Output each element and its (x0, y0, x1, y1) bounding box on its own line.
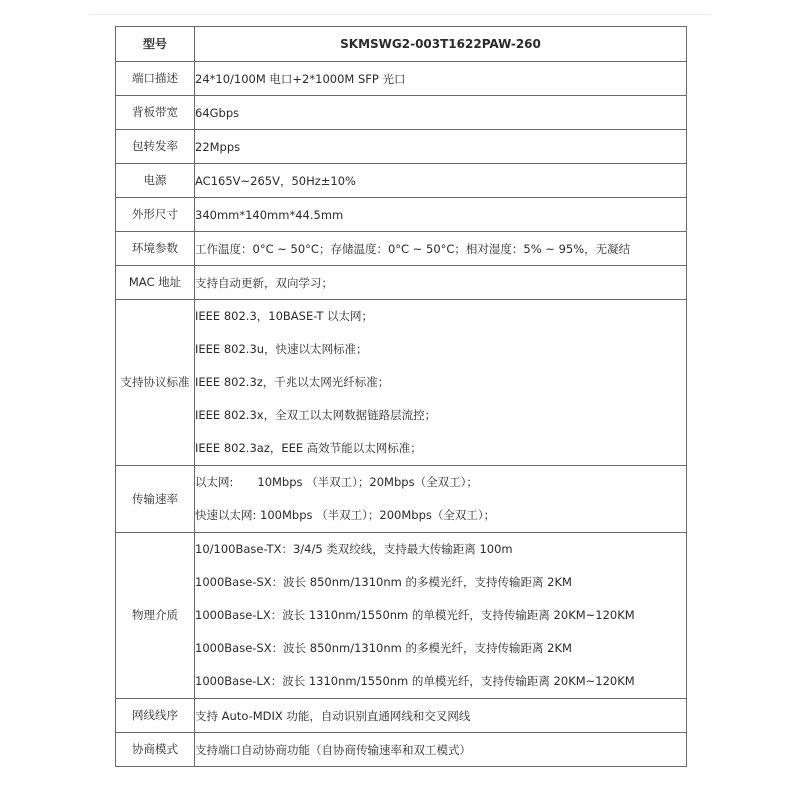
header-label: 型号 (116, 27, 195, 62)
row-label: 物理介质 (116, 533, 195, 699)
row-value: 24*10/100M 电口+2*1000M SFP 光口 (195, 62, 687, 96)
speed-rate: 10Mbps （半双工）；20Mbps（全双工）； (257, 475, 478, 489)
row-value-list (195, 300, 687, 466)
speed-line (195, 499, 686, 532)
table-row (116, 198, 687, 232)
table-row-speed (116, 466, 687, 533)
media-line: 1000Base-SX：波长 850nm/1310nm 的多模光纤，支持传输距离 2KM (195, 641, 572, 655)
header-model-value: SKMSWG2-003T1622PAW-260 (195, 27, 687, 62)
table-row-media (116, 533, 687, 699)
row-value: 340mm*140mm*44.5mm (195, 198, 687, 232)
row-label: 网线线序 (116, 699, 195, 733)
spec-table (115, 26, 687, 767)
row-label: MAC 地址 (116, 266, 195, 300)
row-label: 端口描述 (116, 62, 195, 96)
table-row-protocols (116, 300, 687, 466)
row-label: 外形尺寸 (116, 198, 195, 232)
row-value: AC165V~265V，50Hz±10% (195, 164, 687, 198)
row-label: 支持协议标准 (116, 300, 195, 466)
speed-rate: 100Mbps （半双工）；200Mbps（全双工）； (260, 508, 496, 522)
table-row (116, 164, 687, 198)
speed-name: 快速以太网: (195, 508, 257, 522)
protocol-line: IEEE 802.3az，EEE 高效节能以太网标准； (195, 441, 422, 455)
row-value: 支持 Auto-MDIX 功能，自动识别直通网线和交叉网线 (195, 699, 687, 733)
row-value: 64Gbps (195, 96, 687, 130)
protocol-line: IEEE 802.3z，千兆以太网光纤标准； (195, 375, 390, 389)
row-label: 电源 (116, 164, 195, 198)
media-line: 1000Base-LX：波长 1310nm/1550nm 的单模光纤，支持传输距离 20KM~120KM (195, 674, 635, 688)
row-value: 22Mpps (195, 130, 687, 164)
protocol-line: IEEE 802.3，10BASE-T 以太网； (195, 309, 373, 323)
row-value-list (195, 533, 687, 699)
row-label: 传输速率 (116, 466, 195, 533)
media-line: 1000Base-LX：波长 1310nm/1550nm 的单模光纤，支持传输距离 20KM~120KM (195, 608, 635, 622)
protocol-line: IEEE 802.3u，快速以太网标准； (195, 342, 368, 356)
table-header-row (116, 27, 687, 62)
table-row (116, 733, 687, 767)
row-label: 环境参数 (116, 232, 195, 266)
table-row (116, 232, 687, 266)
table-row (116, 62, 687, 96)
row-value-list (195, 466, 687, 533)
table-row (116, 96, 687, 130)
row-value: 支持端口自动协商功能（自协商传输速率和双工模式） (195, 733, 687, 767)
speed-name: 以太网: (195, 475, 234, 489)
table-row (116, 266, 687, 300)
row-label: 协商模式 (116, 733, 195, 767)
protocol-line: IEEE 802.3x，全双工以太网数据链路层流控； (195, 408, 437, 422)
speed-line (195, 466, 686, 499)
top-divider (90, 14, 710, 15)
row-label: 背板带宽 (116, 96, 195, 130)
media-line: 10/100Base-TX：3/4/5 类双绞线，支持最大传输距离 100m (195, 542, 513, 556)
row-value: 支持自动更新，双向学习； (195, 266, 687, 300)
media-line: 1000Base-SX：波长 850nm/1310nm 的多模光纤，支持传输距离 2KM (195, 575, 572, 589)
row-value: 工作温度：0°C ~ 50°C；存储温度：0°C ~ 50°C；相对湿度：5% ~ 95%，无凝结 (195, 232, 687, 266)
table-row (116, 699, 687, 733)
row-label: 包转发率 (116, 130, 195, 164)
table-row (116, 130, 687, 164)
